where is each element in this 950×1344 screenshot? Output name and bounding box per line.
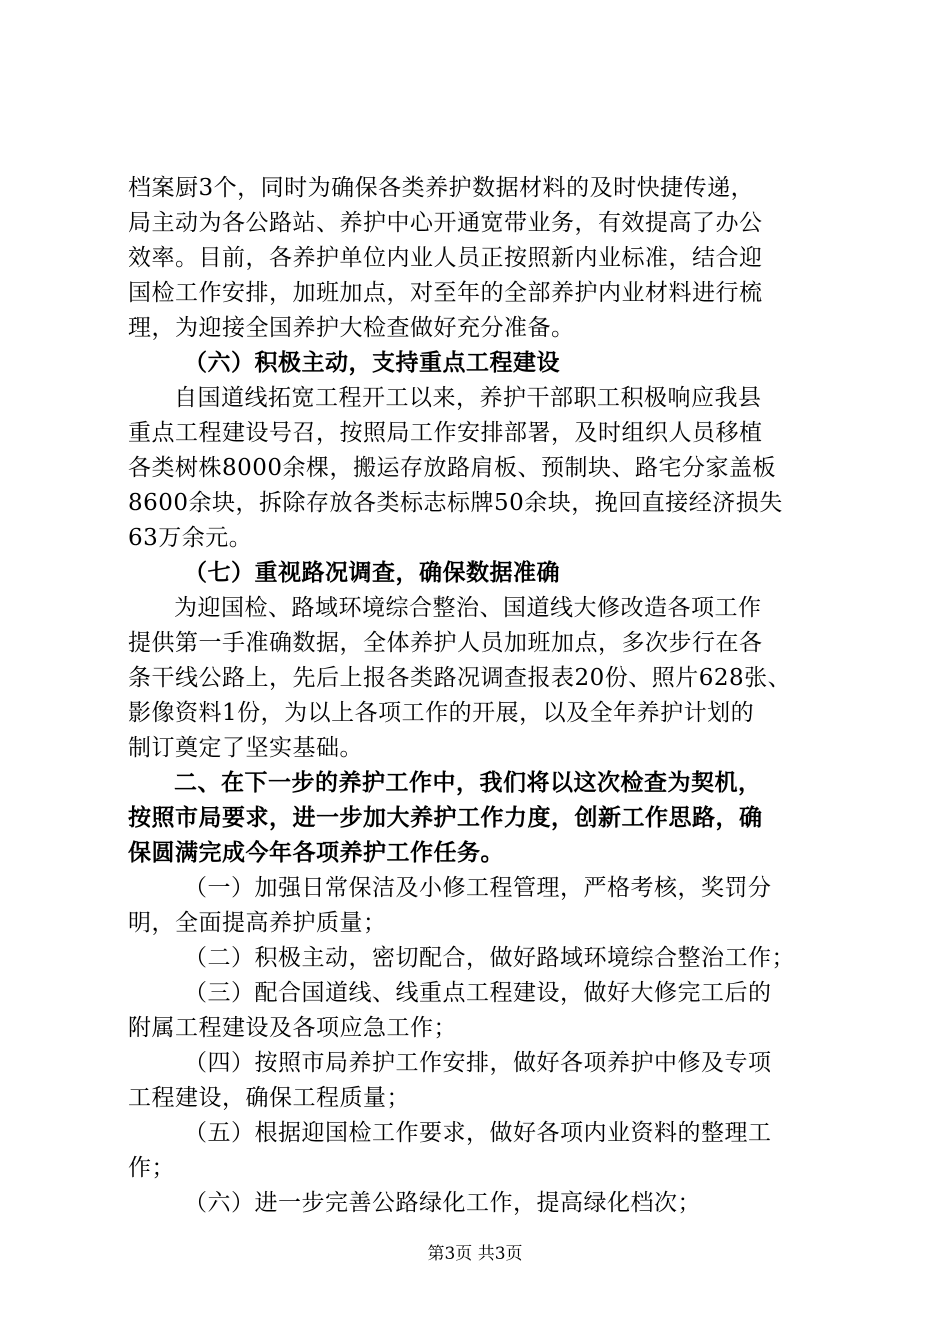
section-heading-line: 按照市局要求，进一步加大养护工作力度，创新工作思路，确 [128,804,763,831]
list-item-continuation: 明，全面提高养护质量； [128,910,387,936]
paragraph-line: 影像资料1份，为以上各项工作的开展，以及全年养护计划的 [128,700,755,726]
section-heading: （六）积极主动，支持重点工程建设 [184,349,560,376]
paragraph-line: 效率。目前，各养护单位内业人员正按照新内业标准，结合迎 [128,245,763,271]
list-item: （五）根据迎国检工作要求，做好各项内业资料的整理工 [184,1120,772,1146]
paragraph-line: 重点工程建设号召，按照局工作安排部署，及时组织人员移植 [128,420,763,446]
paragraph-line: 局主动为各公路站、养护中心开通宽带业务，有效提高了办公 [128,210,763,236]
paragraph-line: 条干线公路上，先后上报各类路况调查报表20份、照片628张、 [128,665,792,691]
paragraph-line: 理，为迎接全国养护大检查做好充分准备。 [128,315,575,341]
paragraph-line: 国检工作安排，加班加点，对至年的全部养护内业材料进行梳 [128,280,763,306]
paragraph-line: 制订奠定了坚实基础。 [128,735,363,761]
paragraph-line: 各类树株8000余棵，搬运存放路肩板、预制块、路宅分家盖板 [128,455,777,481]
section-heading: （七）重视路况调查，确保数据准确 [184,559,560,586]
list-item: （六）进一步完善公路绿化工作，提高绿化档次； [184,1190,701,1216]
section-heading: 二、在下一步的养护工作中，我们将以这次检查为契机， [174,769,762,796]
paragraph-line: 63万余元。 [128,525,253,551]
list-item: （三）配合国道线、线重点工程建设，做好大修完工后的 [184,980,772,1006]
list-item: （四）按照市局养护工作安排，做好各项养护中修及专项 [184,1050,772,1076]
list-item-continuation: 附属工程建设及各项应急工作； [128,1015,457,1041]
paragraph-line: 档案厨3个，同时为确保各类养护数据材料的及时快捷传递， [128,175,755,201]
page-number-footer: 第3页 共3页 [427,1244,523,1264]
list-item: （二）积极主动，密切配合，做好路域环境综合整治工作； [184,945,795,971]
list-item: （一）加强日常保洁及小修工程管理，严格考核，奖罚分 [184,875,772,901]
list-item-continuation: 工程建设，确保工程质量； [128,1085,410,1111]
paragraph-line: 自国道线拓宽工程开工以来，养护干部职工积极响应我县 [174,385,762,411]
paragraph-line: 为迎国检、路域环境综合整治、国道线大修改造各项工作 [174,595,762,621]
list-item-continuation: 作； [128,1155,175,1181]
paragraph-line: 8600余块，拆除存放各类标志标牌50余块，挽回直接经济损失 [128,490,783,516]
paragraph-line: 提供第一手准确数据，全体养护人员加班加点，多次步行在各 [128,630,763,656]
section-heading-line: 保圆满完成今年各项养护工作任务。 [128,839,504,866]
